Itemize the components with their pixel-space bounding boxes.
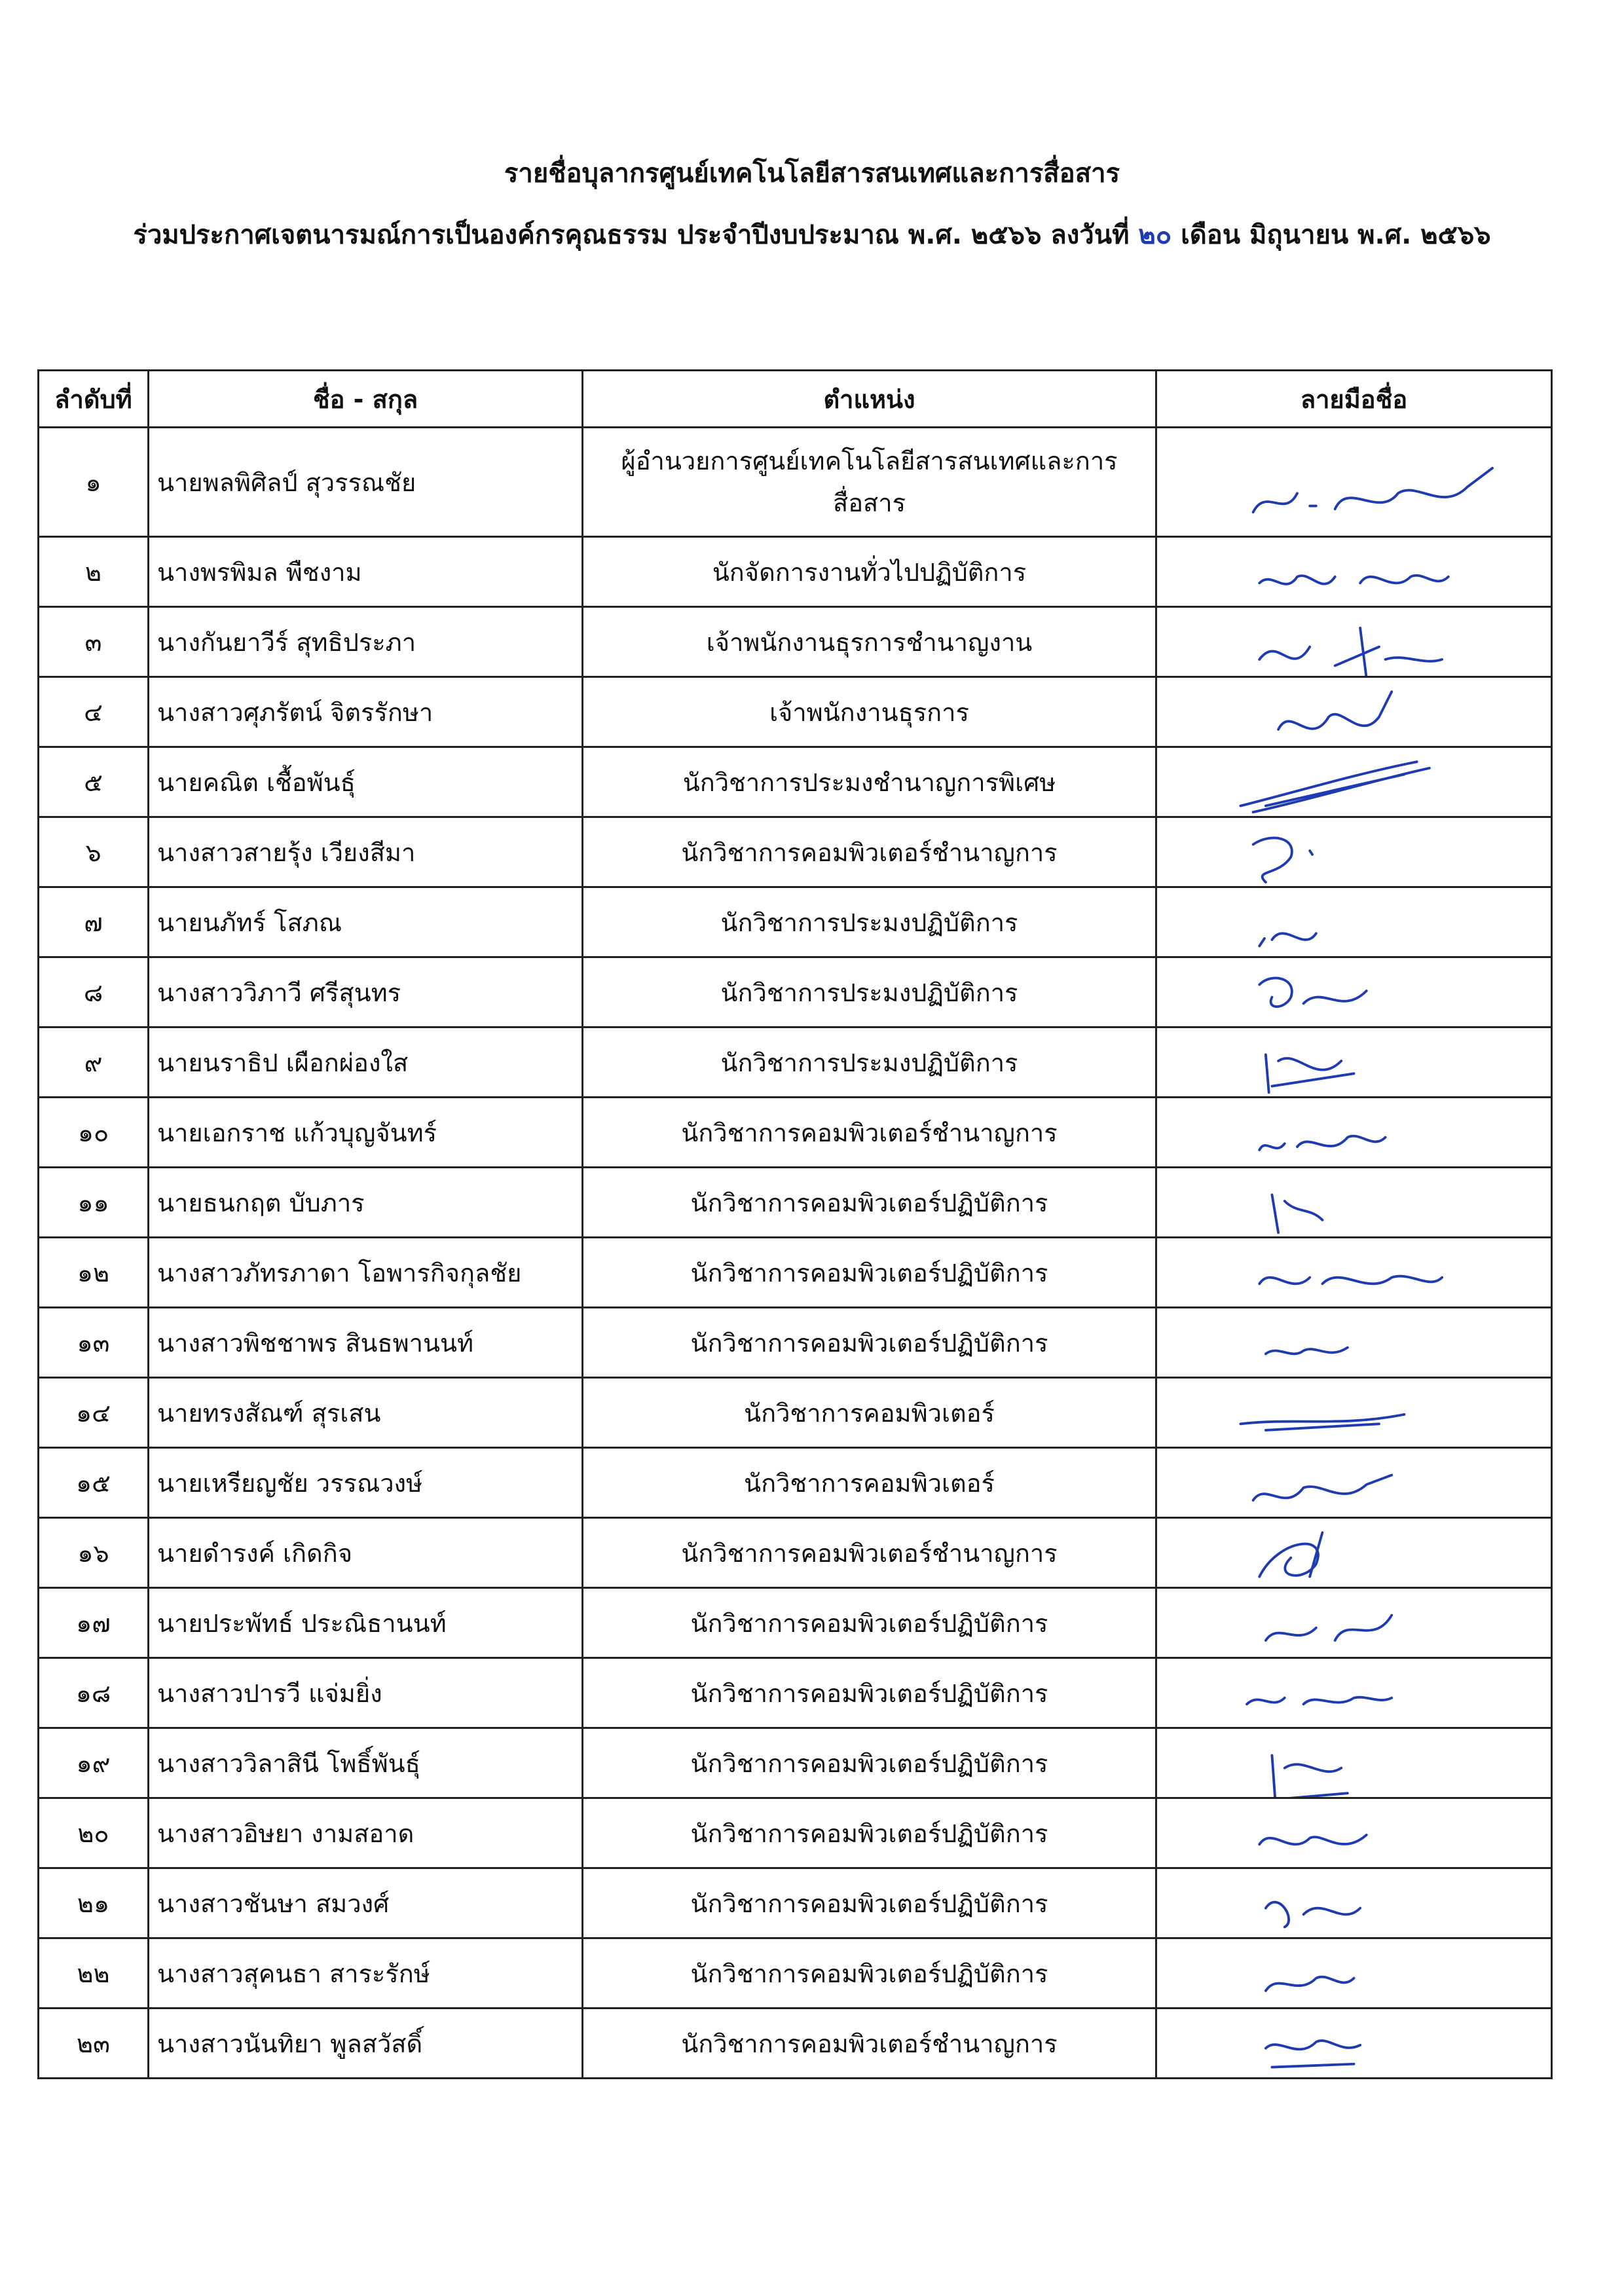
row-name: นางสาวพิชชาพร สินธพานนท์ — [149, 1308, 583, 1378]
row-signature — [1156, 1798, 1552, 1868]
table-row — [39, 1588, 1552, 1658]
subtitle-text-after: เดือน มิถุนายน พ.ศ. ๒๕๖๖ — [1172, 220, 1491, 250]
row-order: ๒๒ — [39, 1938, 149, 2009]
row-signature — [1156, 607, 1552, 677]
table-row — [39, 537, 1552, 607]
table-row — [39, 1728, 1552, 1798]
row-signature — [1156, 1028, 1552, 1098]
row-position: นักวิชาการประมงปฏิบัติการ — [583, 887, 1156, 957]
row-position: นักวิชาการคอมพิวเตอร์ชำนาญการ — [583, 1098, 1156, 1168]
row-order: ๑๙ — [39, 1728, 149, 1798]
row-name: นางสาววิลาสินี โพธิ์พันธุ์ — [149, 1728, 583, 1798]
row-position: นักวิชาการคอมพิวเตอร์ชำนาญการ — [583, 2009, 1156, 2079]
row-name: นางสาวชันษา สมวงศ์ — [149, 1868, 583, 1938]
row-order: ๒๓ — [39, 2009, 149, 2079]
row-name: นายนราธิป เผือกผ่องใส — [149, 1028, 583, 1098]
handwritten-signature — [1165, 1939, 1543, 2007]
row-position: นักวิชาการคอมพิวเตอร์ปฏิบัติการ — [583, 1238, 1156, 1308]
row-position: นักวิชาการคอมพิวเตอร์ปฏิบัติการ — [583, 1168, 1156, 1238]
table-row — [39, 1448, 1552, 1518]
row-order: ๑๗ — [39, 1588, 149, 1658]
row-name: นายประพัทธ์ ประณิธานนท์ — [149, 1588, 583, 1658]
table-row — [39, 1238, 1552, 1308]
handwritten-signature — [1165, 1308, 1543, 1377]
handwritten-signature — [1165, 1519, 1543, 1587]
row-order: ๑๘ — [39, 1658, 149, 1728]
handwritten-signature — [1165, 1729, 1543, 1797]
row-signature — [1156, 957, 1552, 1028]
row-name: นางสาวนันทิยา พูลสวัสดิ์ — [149, 2009, 583, 2079]
row-name: นายพลพิศิลป์ สุวรรณชัย — [149, 428, 583, 537]
row-signature — [1156, 428, 1552, 537]
table-row — [39, 1308, 1552, 1378]
table-header-row — [39, 371, 1552, 428]
row-order: ๑๕ — [39, 1448, 149, 1518]
row-signature — [1156, 1658, 1552, 1728]
document-title: รายชื่อบุลากรศูนย์เทคโนโลยีสารสนเทศและการสื่อสาร — [504, 158, 1120, 189]
handwritten-signature — [1165, 1799, 1543, 1867]
table-row — [39, 607, 1552, 677]
handwritten-signature — [1165, 538, 1543, 606]
table-row — [39, 2009, 1552, 2079]
row-signature — [1156, 1728, 1552, 1798]
row-name: นายเอกราช แก้วบุญจันทร์ — [149, 1098, 583, 1168]
row-order: ๓ — [39, 607, 149, 677]
row-name: นางพรพิมล พืชงาม — [149, 537, 583, 607]
row-signature — [1156, 1308, 1552, 1378]
row-name: นางสาวปารวี แจ่มยิ่ง — [149, 1658, 583, 1728]
row-order: ๑๐ — [39, 1098, 149, 1168]
subtitle-text-before: ร่วมประกาศเจตนารมณ์การเป็นองค์กรคุณธรรม ประจำปีงบประมาณ พ.ศ. ๒๕๖๖ ลงวันที่ — [133, 220, 1139, 250]
table-row — [39, 747, 1552, 817]
row-name: นายดำรงค์ เกิดกิจ — [149, 1518, 583, 1588]
table-row — [39, 1798, 1552, 1868]
table-row — [39, 1028, 1552, 1098]
row-order: ๑๑ — [39, 1168, 149, 1238]
row-signature — [1156, 537, 1552, 607]
row-order: ๖ — [39, 817, 149, 887]
row-signature — [1156, 887, 1552, 957]
row-order: ๒๑ — [39, 1868, 149, 1938]
row-position: นักวิชาการคอมพิวเตอร์ — [583, 1378, 1156, 1448]
row-name: นางสาวอิษยา งามสอาด — [149, 1798, 583, 1868]
handwritten-signature — [1165, 1168, 1543, 1236]
row-signature — [1156, 2009, 1552, 2079]
row-position: นักจัดการงานทั่วไปปฏิบัติการ — [583, 537, 1156, 607]
row-signature — [1156, 1238, 1552, 1308]
row-position: นักวิชาการประมงปฏิบัติการ — [583, 957, 1156, 1028]
row-position: นักวิชาการคอมพิวเตอร์ชำนาญการ — [583, 817, 1156, 887]
header-signature: ลายมือชื่อ — [1156, 371, 1552, 428]
row-position: นักวิชาการประมงปฏิบัติการ — [583, 1028, 1156, 1098]
row-signature — [1156, 1588, 1552, 1658]
table-row — [39, 428, 1552, 537]
row-order: ๑๓ — [39, 1308, 149, 1378]
row-position: นักวิชาการคอมพิวเตอร์ปฏิบัติการ — [583, 1728, 1156, 1798]
table-row — [39, 677, 1552, 747]
row-position: เจ้าพนักงานธุรการ — [583, 677, 1156, 747]
row-position: นักวิชาการคอมพิวเตอร์ปฏิบัติการ — [583, 1868, 1156, 1938]
row-signature — [1156, 1518, 1552, 1588]
header-order: ลำดับที่ — [39, 371, 149, 428]
handwritten-signature — [1165, 608, 1543, 676]
row-order: ๙ — [39, 1028, 149, 1098]
subtitle-day-handwritten: ๒๐ — [1138, 220, 1172, 250]
row-position: นักวิชาการประมงชำนาญการพิเศษ — [583, 747, 1156, 817]
handwritten-signature — [1165, 1379, 1543, 1447]
row-signature — [1156, 817, 1552, 887]
table-row — [39, 957, 1552, 1028]
table-row — [39, 1518, 1552, 1588]
row-position: เจ้าพนักงานธุรการชำนาญงาน — [583, 607, 1156, 677]
row-position: นักวิชาการคอมพิวเตอร์ปฏิบัติการ — [583, 1798, 1156, 1868]
table-row — [39, 887, 1552, 957]
row-signature — [1156, 1168, 1552, 1238]
row-signature — [1156, 1868, 1552, 1938]
table-row — [39, 1658, 1552, 1728]
row-order: ๕ — [39, 747, 149, 817]
row-name: นางสาวสุคนธา สาระรักษ์ — [149, 1938, 583, 2009]
row-name: นายทรงสัณฑ์ สุรเสน — [149, 1378, 583, 1448]
row-order: ๑๔ — [39, 1378, 149, 1448]
row-position: นักวิชาการคอมพิวเตอร์ — [583, 1448, 1156, 1518]
row-order: ๗ — [39, 887, 149, 957]
row-position: นักวิชาการคอมพิวเตอร์ปฏิบัติการ — [583, 1308, 1156, 1378]
handwritten-signature — [1165, 428, 1543, 536]
row-name: นายธนกฤต บับภาร — [149, 1168, 583, 1238]
row-name: นางสาวสายรุ้ง เวียงสีมา — [149, 817, 583, 887]
handwritten-signature — [1165, 1028, 1543, 1096]
row-name: นางกันยาวีร์ สุทธิประภา — [149, 607, 583, 677]
row-position: ผู้อำนวยการศูนย์เทคโนโลยีสารสนเทศและการสื่อสาร — [583, 428, 1156, 537]
row-order: ๘ — [39, 957, 149, 1028]
row-position: นักวิชาการคอมพิวเตอร์ปฏิบัติการ — [583, 1588, 1156, 1658]
row-signature — [1156, 1378, 1552, 1448]
handwritten-signature — [1165, 818, 1543, 886]
handwritten-signature — [1165, 1238, 1543, 1306]
row-order: ๔ — [39, 677, 149, 747]
row-order: ๒ — [39, 537, 149, 607]
table-row — [39, 817, 1552, 887]
header-name: ชื่อ - สกุล — [149, 371, 583, 428]
row-position: นักวิชาการคอมพิวเตอร์ปฏิบัติการ — [583, 1938, 1156, 2009]
row-signature — [1156, 1938, 1552, 2009]
handwritten-signature — [1165, 958, 1543, 1026]
table-row — [39, 1938, 1552, 2009]
row-position: นักวิชาการคอมพิวเตอร์ชำนาญการ — [583, 1518, 1156, 1588]
row-name: นายนภัทร์ โสภณ — [149, 887, 583, 957]
table-row — [39, 1098, 1552, 1168]
row-name: นางสาวศุภรัตน์ จิตรรักษา — [149, 677, 583, 747]
handwritten-signature — [1165, 888, 1543, 956]
handwritten-signature — [1165, 1869, 1543, 1937]
row-position: นักวิชาการคอมพิวเตอร์ปฏิบัติการ — [583, 1658, 1156, 1728]
handwritten-signature — [1165, 1449, 1543, 1517]
row-name: นายเหรียญชัย วรรณวงษ์ — [149, 1448, 583, 1518]
table-row — [39, 1168, 1552, 1238]
row-order: ๒๐ — [39, 1798, 149, 1868]
row-signature — [1156, 677, 1552, 747]
document-subtitle — [0, 213, 1624, 255]
handwritten-signature — [1165, 1589, 1543, 1657]
row-signature — [1156, 747, 1552, 817]
row-signature — [1156, 1098, 1552, 1168]
handwritten-signature — [1165, 1659, 1543, 1727]
row-order: ๑๒ — [39, 1238, 149, 1308]
row-signature — [1156, 1448, 1552, 1518]
handwritten-signature — [1165, 1098, 1543, 1166]
row-order: ๑ — [39, 428, 149, 537]
personnel-table — [37, 369, 1553, 2079]
handwritten-signature — [1165, 678, 1543, 746]
row-name: นายคณิต เชื้อพันธุ์ — [149, 747, 583, 817]
table-row — [39, 1868, 1552, 1938]
handwritten-signature — [1165, 2009, 1543, 2077]
row-order: ๑๖ — [39, 1518, 149, 1588]
handwritten-signature — [1165, 748, 1543, 816]
row-name: นางสาวภัทรภาดา โอพารกิจกุลชัย — [149, 1238, 583, 1308]
header-position: ตำแหน่ง — [583, 371, 1156, 428]
table-row — [39, 1378, 1552, 1448]
row-name: นางสาววิภาวี ศรีสุนทร — [149, 957, 583, 1028]
